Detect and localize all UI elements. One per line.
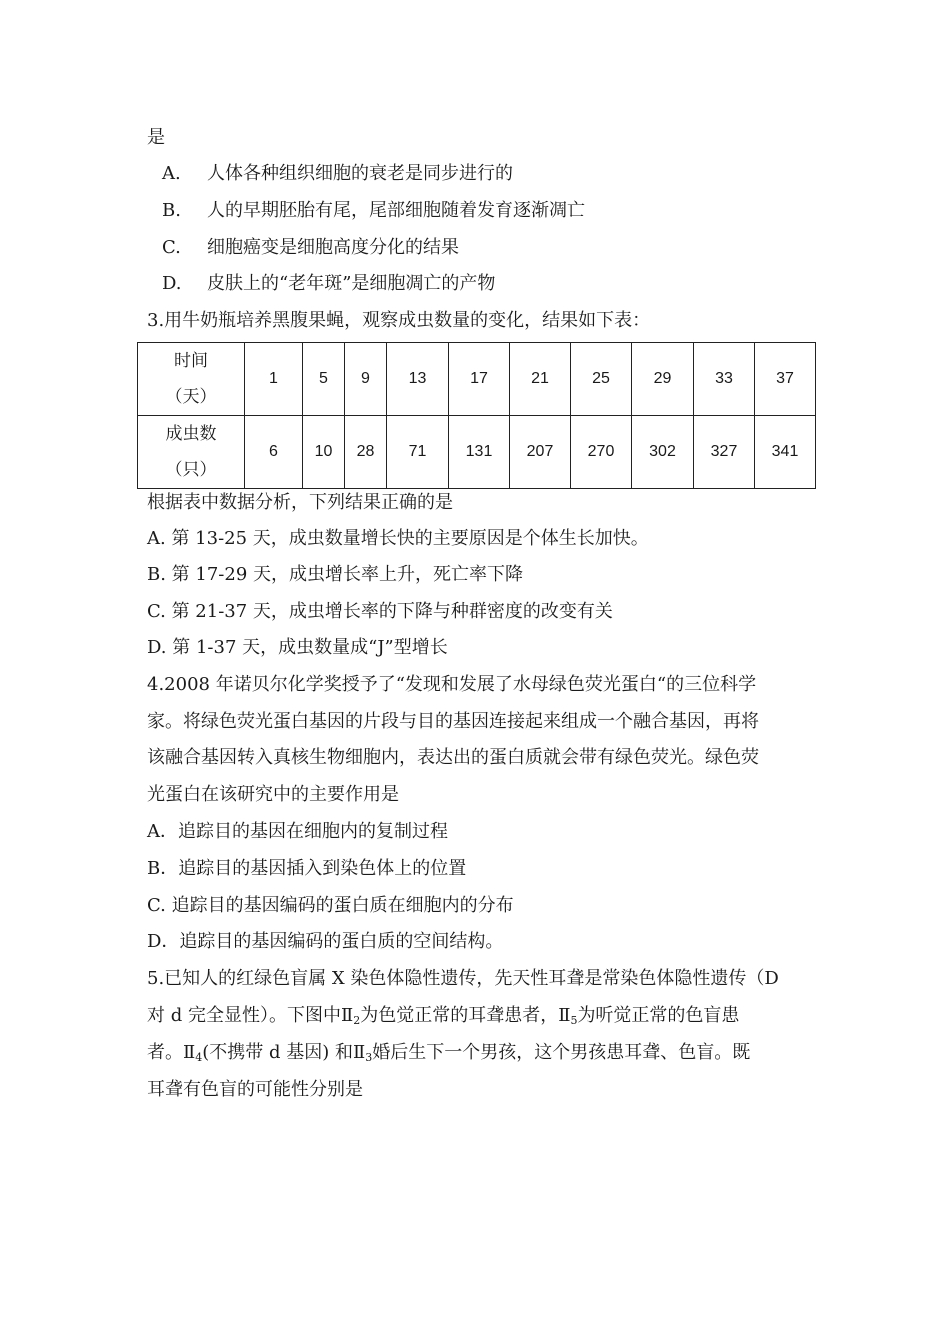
q3-option-a: A. 第 13-25 天，成虫数量增长快的主要原因是个体生长加快。 — [147, 528, 649, 549]
q5-stem-line-3 — [147, 1041, 750, 1070]
q3-stem: 3.用牛奶瓶培养黑腹果蝇，观察成虫数量的变化，结果如下表： — [147, 310, 651, 331]
table-cell: 33 — [694, 343, 755, 416]
table-row-days — [138, 343, 816, 416]
row-label-time-a: 时间 — [174, 351, 208, 371]
q4-stem-line-2: 家。将绿色荧光蛋白基因的片段与目的基因连接起来组成一个融合基因，再将 — [147, 711, 759, 732]
q2-tail: 是 — [147, 127, 165, 148]
q3-option-d: D. 第 1-37 天，成虫数量成“J”型增长 — [147, 637, 448, 658]
q4-stem-line-1: 4.2008 年诺贝尔化学奖授予了“发现和发展了水母绿色荧光蛋白“的三位科学 — [147, 674, 757, 695]
table-cell: 131 — [449, 416, 510, 489]
fly-count-table — [137, 342, 816, 489]
q5-line2-part-a: 对 d 完全显性）。下图中Ⅱ — [147, 1005, 354, 1026]
table-cell: 270 — [571, 416, 632, 489]
table-cell: 29 — [632, 343, 694, 416]
q2-option-c-text: 细胞癌变是细胞高度分化的结果 — [207, 237, 459, 258]
q5-stem-line-4: 耳聋有色盲的可能性分别是 — [147, 1079, 363, 1100]
table-cell: 1 — [245, 343, 303, 416]
row-label-time — [138, 343, 245, 416]
row-label-count-a: 成虫数 — [165, 424, 217, 444]
q3-option-c: C. 第 21-37 天，成虫增长率的下降与种群密度的改变有关 — [147, 601, 613, 622]
q5-line3-part-a: 者。Ⅱ — [147, 1042, 196, 1063]
table-cell: 207 — [510, 416, 571, 489]
row-label-time-b: （天） — [165, 387, 217, 407]
table-cell: 302 — [632, 416, 694, 489]
table-cell: 25 — [571, 343, 632, 416]
table-cell: 17 — [449, 343, 510, 416]
q2-option-b-letter: B. — [162, 200, 181, 221]
table-cell: 6 — [245, 416, 303, 489]
q4-stem-line-4: 光蛋白在该研究中的主要作用是 — [147, 784, 399, 805]
q5-line3-sub-2: 3 — [365, 1051, 373, 1064]
table-cell: 71 — [387, 416, 449, 489]
q5-line2-part-b: 为色觉正常的耳聋患者，Ⅱ — [360, 1005, 571, 1026]
row-label-count — [138, 416, 245, 489]
q4-option-d: D．追踪目的基因编码的蛋白质的空间结构。 — [147, 931, 504, 952]
table-cell: 21 — [510, 343, 571, 416]
q5-line2-part-c: 为听觉正常的色盲患 — [577, 1005, 740, 1026]
table-cell: 13 — [387, 343, 449, 416]
table-cell: 327 — [694, 416, 755, 489]
q5-line2-sub-1: 2 — [353, 1014, 361, 1027]
q5-stem-line-2 — [147, 1004, 739, 1033]
table-cell: 28 — [345, 416, 387, 489]
q5-line3-sub-1: 4 — [195, 1051, 203, 1064]
q5-line3-part-b: (不携带 d 基因) 和Ⅱ — [202, 1042, 366, 1063]
row-label-count-b: （只） — [165, 460, 217, 480]
table-cell: 341 — [755, 416, 816, 489]
q2-option-d-text: 皮肤上的“老年斑”是细胞凋亡的产物 — [207, 273, 496, 294]
table-cell: 37 — [755, 343, 816, 416]
table-row-counts — [138, 416, 816, 489]
q4-option-b: B．追踪目的基因插入到染色体上的位置 — [147, 858, 467, 879]
q2-option-a-letter: A. — [162, 163, 181, 184]
q4-option-c: C. 追踪目的基因编码的蛋白质在细胞内的分布 — [147, 895, 514, 916]
q5-stem-line-1: 5.已知人的红绿色盲属 X 染色体隐性遗传，先天性耳聋是常染色体隐性遗传（D — [147, 968, 779, 989]
table-cell: 9 — [345, 343, 387, 416]
q2-option-a-text: 人体各种组织细胞的衰老是同步进行的 — [207, 163, 513, 184]
q2-option-c-letter: C. — [162, 237, 181, 258]
q3-question: 根据表中数据分析，下列结果正确的是 — [147, 492, 453, 513]
q2-option-b-text: 人的早期胚胎有尾，尾部细胞随着发育逐渐凋亡 — [207, 200, 585, 221]
q2-option-d-letter: D. — [162, 273, 182, 294]
q5-line3-part-c: 婚后生下一个男孩，这个男孩患耳聋、色盲。既 — [372, 1042, 751, 1063]
q4-stem-line-3: 该融合基因转入真核生物细胞内，表达出的蛋白质就会带有绿色荧光。绿色荧 — [147, 747, 759, 768]
q5-line2-sub-2: 5 — [570, 1014, 578, 1027]
q3-option-b: B. 第 17-29 天，成虫增长率上升，死亡率下降 — [147, 564, 524, 585]
table-cell: 5 — [303, 343, 345, 416]
q4-option-a: A．追踪目的基因在细胞内的复制过程 — [147, 821, 448, 842]
table-cell: 10 — [303, 416, 345, 489]
